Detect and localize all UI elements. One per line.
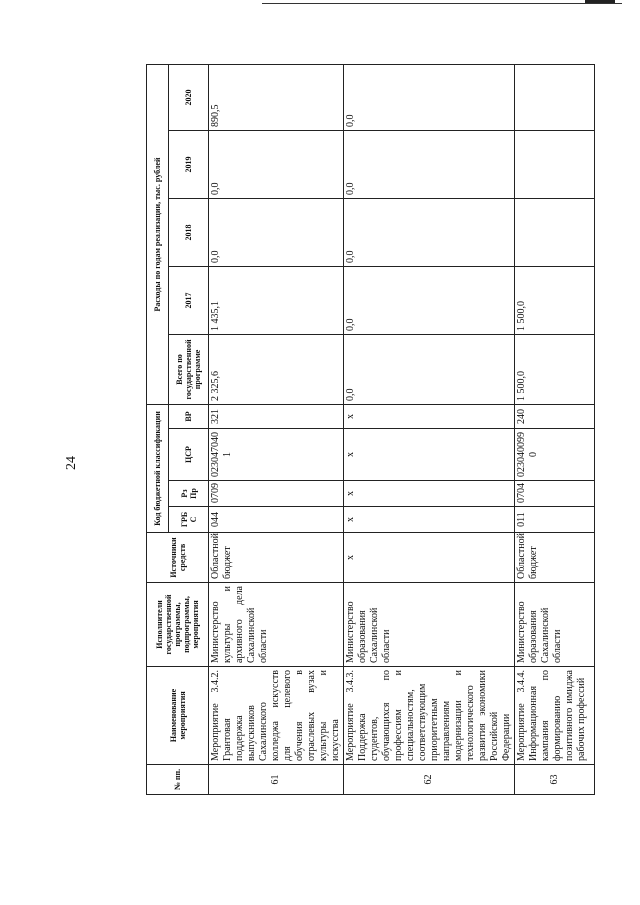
value-2017: 1 500,0 (515, 266, 595, 334)
header-executor: Исполнители государственной программы, подпрограммы, мероприятия (147, 583, 209, 667)
rzpr-code: 0704 (515, 481, 595, 507)
measure-name: Мероприятие 3.4.3. Поддержка студентов, обучающихся по профессиям и специальностям, соответствующим приоритетным направлениям модернизации и технологического развития экономики Российской Федерации (344, 667, 515, 765)
table-row (209, 64, 344, 794)
header-source: Источники средств (147, 533, 209, 583)
header-grbs: ГРБ С (169, 507, 209, 533)
value-2019: 0,0 (209, 130, 344, 198)
header-year: 2018 (169, 198, 209, 266)
grbs-code: x (344, 507, 515, 533)
csr-code: x (344, 429, 515, 481)
top-rule (262, 3, 622, 4)
budget-table (146, 64, 595, 795)
table-row (515, 64, 595, 794)
vr-code: 321 (209, 404, 344, 428)
executor: Министерство образования Сахалинской области (344, 583, 515, 667)
grbs-code: 044 (209, 507, 344, 533)
vr-code: 240 (515, 404, 595, 428)
header-vr: ВР (169, 404, 209, 428)
funding-source: Областной бюджет (515, 533, 595, 583)
executor: Министерство культуры и архивного дела Сахалинской области (209, 583, 344, 667)
value-2019: 0,0 (344, 130, 515, 198)
page-number: 24 (64, 456, 79, 470)
grbs-code: 011 (515, 507, 595, 533)
value-2020 (515, 64, 595, 130)
value-2020: 0,0 (344, 64, 515, 130)
rzpr-code: 0709 (209, 481, 344, 507)
top-rule-mark (585, 0, 615, 3)
csr-code: 0230470401 (209, 429, 344, 481)
value-2018 (515, 198, 595, 266)
header-year: 2017 (169, 266, 209, 334)
header-rzpr: Рз Пр (169, 481, 209, 507)
row-number: 63 (515, 765, 595, 795)
total-value: 2 325,6 (209, 334, 344, 404)
header-year: 2019 (169, 130, 209, 198)
measure-name: Мероприятие 3.4.2. Грантовая поддержка выпускников Сахалинского колледжа искусств для целевого обучения в отраслевых вузах культуры и искусства (209, 667, 344, 765)
row-number: 62 (344, 765, 515, 795)
header-no: № пп. (147, 765, 209, 795)
value-2020: 890,5 (209, 64, 344, 130)
funding-source: Областной бюджет (209, 533, 344, 583)
rzpr-code: x (344, 481, 515, 507)
value-2018: 0,0 (344, 198, 515, 266)
table-row (344, 64, 515, 794)
header-total: Всего по государственной программе (169, 334, 209, 404)
funding-source: x (344, 533, 515, 583)
header-csr: ЦСР (169, 429, 209, 481)
header-year: 2020 (169, 64, 209, 130)
value-2017: 0,0 (344, 266, 515, 334)
value-2019 (515, 130, 595, 198)
rotated-table-sheet (146, 65, 587, 795)
measure-name: Мероприятие 3.4.4. Информационная кампания по формированию позитивного имиджа рабочих профессий (515, 667, 595, 765)
header-expenses: Расходы по годам реализации, тыс. рублей (147, 64, 169, 404)
csr-code: 0230400990 (515, 429, 595, 481)
executor: Министерство образования Сахалинской области (515, 583, 595, 667)
value-2018: 0,0 (209, 198, 344, 266)
vr-code: x (344, 404, 515, 428)
total-value: 0,0 (344, 334, 515, 404)
header-budget-code: Код бюджетной классификации (147, 404, 169, 532)
total-value: 1 500,0 (515, 334, 595, 404)
value-2017: 1 435,1 (209, 266, 344, 334)
row-number: 61 (209, 765, 344, 795)
header-name: Наименование мероприятия (147, 667, 209, 765)
